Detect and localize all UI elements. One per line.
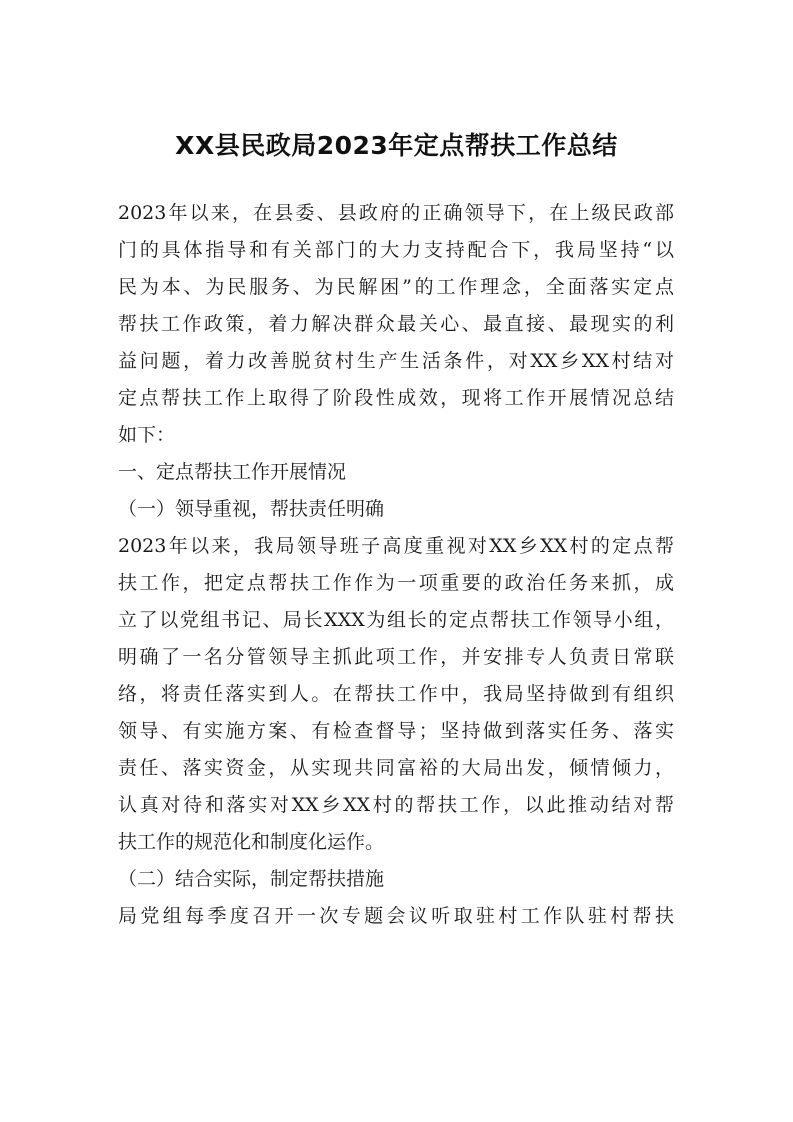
paragraph-line: 门的具体指导和有关部门的大力支持配合下，我局坚持“以 xyxy=(118,239,674,261)
paragraph-line: 如下： xyxy=(118,424,176,446)
paragraph-line: 明确了一名分管领导主抓此项工作，并安排专人负责日常联 xyxy=(118,646,674,668)
subsection-heading: （二）结合实际，制定帮扶措施 xyxy=(118,868,385,890)
paragraph-line: 益问题，着力改善脱贫村生产生活条件，对XX乡XX村结对 xyxy=(118,350,674,372)
subsection-1-paragraph xyxy=(118,528,674,861)
paragraph-line: 认真对待和落实对XX乡XX村的帮扶工作，以此推动结对帮 xyxy=(118,794,674,816)
paragraph-line: 领导、有实施方案、有检查督导；坚持做到落实任务、落实 xyxy=(118,720,674,742)
paragraph-line: 2023年以来，在县委、县政府的正确领导下，在上级民政部 xyxy=(118,202,674,224)
paragraph-line: 扶工作的规范化和制度化运作。 xyxy=(118,831,385,853)
paragraph-line: 民为本、为民服务、为民解困”的工作理念，全面落实定点 xyxy=(118,276,674,298)
intro-paragraph xyxy=(118,195,674,454)
subsection-2-paragraph xyxy=(118,898,674,935)
paragraph-line: 定点帮扶工作上取得了阶段性成效，现将工作开展情况总结 xyxy=(118,387,674,409)
paragraph-line: 立了以党组书记、局长XXX为组长的定点帮扶工作领导小组， xyxy=(118,609,674,631)
paragraph-line: 帮扶工作政策，着力解决群众最关心、最直接、最现实的利 xyxy=(118,313,674,335)
paragraph-line: 2023年以来，我局领导班子高度重视对XX乡XX村的定点帮 xyxy=(118,535,674,557)
document-title: XX县民政局2023年定点帮扶工作总结 xyxy=(175,131,618,160)
paragraph-line: 扶工作，把定点帮扶工作作为一项重要的政治任务来抓，成 xyxy=(118,572,674,594)
subsection-heading: （一）领导重视，帮扶责任明确 xyxy=(118,498,385,520)
paragraph-line: 络，将责任落实到人。在帮扶工作中，我局坚持做到有组织 xyxy=(118,683,674,705)
paragraph-line: 局党组每季度召开一次专题会议听取驻村工作队驻村帮扶 xyxy=(118,905,674,927)
paragraph-line: 责任、落实资金，从实现共同富裕的大局出发，倾情倾力， xyxy=(118,757,674,779)
section-heading: 一、定点帮扶工作开展情况 xyxy=(118,461,347,483)
document-body xyxy=(118,195,674,935)
